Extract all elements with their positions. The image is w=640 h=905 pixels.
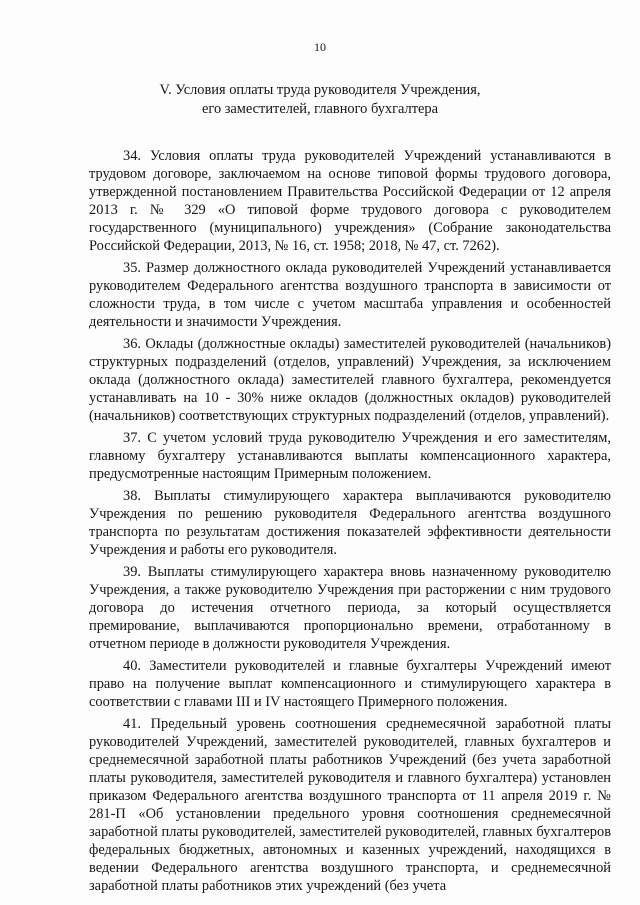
paragraph-37: 37. С учетом условий труда руководителю Учреждения и его заместителям, главному бухгалтеру устанавливаются выплаты компенсационного характера, предусмотренные настоящим Примерным положением. xyxy=(89,430,611,482)
paragraph-41: 41. Предельный уровень соотношения среднемесячной заработной платы руководителей Учреждений, заместителей руководителей, главных бухгалтеров и среднемесячной заработной платы работников Учреждений (без учета заработной платы руководителя, заместителей руководителя и главного бухгалтера) установлен приказом Федерального агентства воздушного транспорта от 11 апреля 2019 г. № 281-П «Об установлении предельного уровня соотношения среднемесячной заработной платы руководителей, заместителей руководителей, главных бухгалтеров федеральных бюджетных, автономных и казенных учреждений, находящихся в ведении Федерального агентства воздушного транспорта, и среднемесячной заработной платы работников этих учреждений (без учета xyxy=(89,716,611,894)
paragraph-38: 38. Выплаты стимулирующего характера выплачиваются руководителю Учреждения по решению руководителя Федерального агентства воздушного транспорта по результатам достижения показателей эффективности деятельности Учреждения и работы его руководителя. xyxy=(89,488,611,558)
paragraph-35: 35. Размер должностного оклада руководителей Учреждений устанавливается руководителем Федерального агентства воздушного транспорта в зависимости от сложности труда, в том числе с учетом масштаба управления и особенностей деятельности и значимости Учреждения. xyxy=(89,260,611,330)
paragraph-40: 40. Заместители руководителей и главные бухгалтеры Учреждений имеют право на получение выплат компенсационного и стимулирующего характера в соответствии с главами III и IV настоящего Примерного положения. xyxy=(89,658,611,710)
section-heading-line-2: его заместителей, главного бухгалтера xyxy=(202,100,438,117)
paragraph-39: 39. Выплаты стимулирующего характера вновь назначенному руководителю Учреждения, а также руководителю Учреждения при расторжении с ним трудового договора до истечения отчетного периода, за который осуществляется премирование, выплачиваются пропорционально времени, отработанному в отчетном периоде в должности руководителя Учреждения. xyxy=(89,564,611,652)
page-number: 10 xyxy=(314,40,326,54)
paragraph-34: 34. Условия оплаты труда руководителей Учреждений устанавливаются в трудовом договоре, заключаемом на основе типовой формы трудового договора, утвержденной постановлением Правительства Российской Федерации от 12 апреля 2013 г. № 329 «О типовой форме трудового договора с руководителем государственного (муниципального) учреждения» (Собрание законодательства Российской Федерации, 2013, № 16, ст. 1958; 2018, № 47, ст. 7262). xyxy=(89,148,611,254)
section-heading xyxy=(0,81,640,118)
paragraph-36: 36. Оклады (должностные оклады) заместителей руководителей (начальников) структурных подразделений (отделов, управлений) Учреждения, за исключением оклада (должностного оклада) заместителей главного бухгалтера, рекомендуется устанавливать на 10 - 30% ниже окладов (должностных окладов) руководителей (начальников) соответствующих структурных подразделений (отделов, управлений). xyxy=(89,336,611,424)
section-heading-line-1: V. Условия оплаты труда руководителя Учреждения, xyxy=(159,82,481,98)
document-body xyxy=(89,147,611,895)
